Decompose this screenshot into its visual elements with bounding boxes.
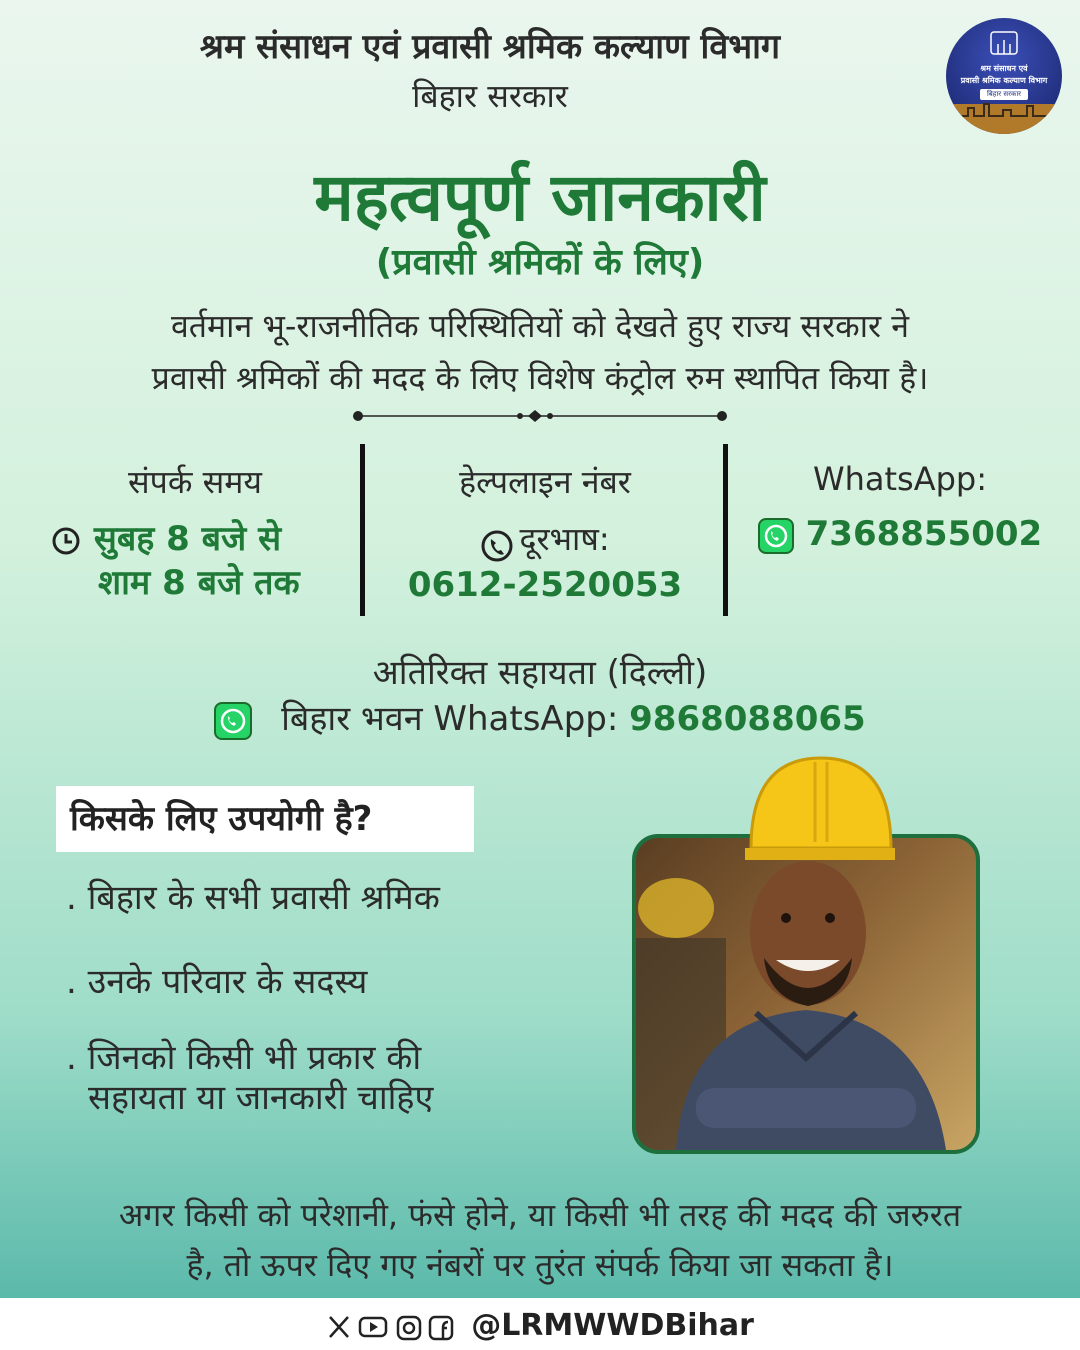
intro-line-2: प्रवासी श्रमिकों की मदद के लिए विशेष कंट्रोल रुम स्थापित किया है। [151,359,929,397]
closing-paragraph [40,1190,1040,1290]
facebook-icon[interactable] [430,1317,452,1339]
contact-time-start: सुबह 8 बजे से [93,519,282,559]
social-handle[interactable]: @LRMWWDBihar [471,1308,754,1343]
intro-paragraph [30,300,1050,404]
contact-time-title: संपर्क समय [128,463,262,501]
clock-icon [50,525,82,557]
who-item-2: . उनके परिवार के सदस्य [66,962,368,1002]
who-item-3-line-2: सहायता या जानकारी चाहिए [88,1078,434,1118]
sub-heading: (प्रवासी श्रमिकों के लिए) [375,242,705,283]
footer-bar [0,1298,1080,1350]
whatsapp-icon [758,518,794,554]
column-separator-1 [360,444,365,616]
instagram-icon[interactable] [398,1317,420,1339]
helpline-column [390,460,700,607]
phone-label: दूरभाष: [519,520,610,558]
helpline-title: हेल्पलाइन नंबर [459,463,631,501]
department-logo [946,18,1062,134]
phone-icon [480,529,514,563]
logo-text-line2: प्रवासी श्रमिक कल्याण विभाग [960,76,1048,85]
who-heading: किसके लिए उपयोगी है? [56,786,474,852]
closing-line-2: है, तो ऊपर दिए गए नंबरों पर तुरंत संपर्क किया जा सकता है। [186,1246,894,1284]
government-name: बिहार सरकार [412,77,568,115]
helpline-number[interactable]: 0612-2520053 [407,564,683,605]
who-item-1: . बिहार के सभी प्रवासी श्रमिक [66,878,440,918]
contact-time-column [50,460,340,605]
extra-support-title: अतिरिक्त सहायता (दिल्ली) [372,653,708,693]
main-heading: महत्वपूर्ण जानकारी [314,159,766,236]
worker-photo [632,834,980,1154]
who-item-3-line-1: . जिनको किसी भी प्रकार की [66,1038,422,1078]
whatsapp-icon [214,702,252,740]
ornamental-divider [350,405,730,427]
logo-text-line3: बिहार सरकार [980,89,1028,100]
hard-hat-icon [745,756,895,866]
closing-line-1: अगर किसी को परेशानी, फंसे होने, या किसी भी तरह की मदद की जरुरत [118,1196,962,1234]
department-title: श्रम संसाधन एवं प्रवासी श्रमिक कल्याण विभाग [199,27,781,67]
bihar-bhawan-label: बिहार भवन WhatsApp: [281,699,619,739]
whatsapp-number[interactable]: 7368855002 [805,514,1043,554]
social-icons [326,1313,458,1341]
bihar-bhawan-number[interactable]: 9868088065 [629,699,866,739]
x-icon[interactable] [330,1317,348,1337]
worker-illustration [636,838,976,1150]
logo-text-line1: श्रम संसाधन एवं [980,64,1028,73]
contact-time-end: शाम 8 बजे तक [98,563,300,603]
extra-support-row [0,694,1080,740]
column-separator-2 [723,444,728,616]
youtube-icon[interactable] [360,1318,386,1336]
intro-line-1: वर्तमान भू-राजनीतिक परिस्थितियों को देखते हुए राज्य सरकार ने [170,307,909,345]
whatsapp-title: WhatsApp: [812,460,988,498]
whatsapp-column [750,460,1050,556]
